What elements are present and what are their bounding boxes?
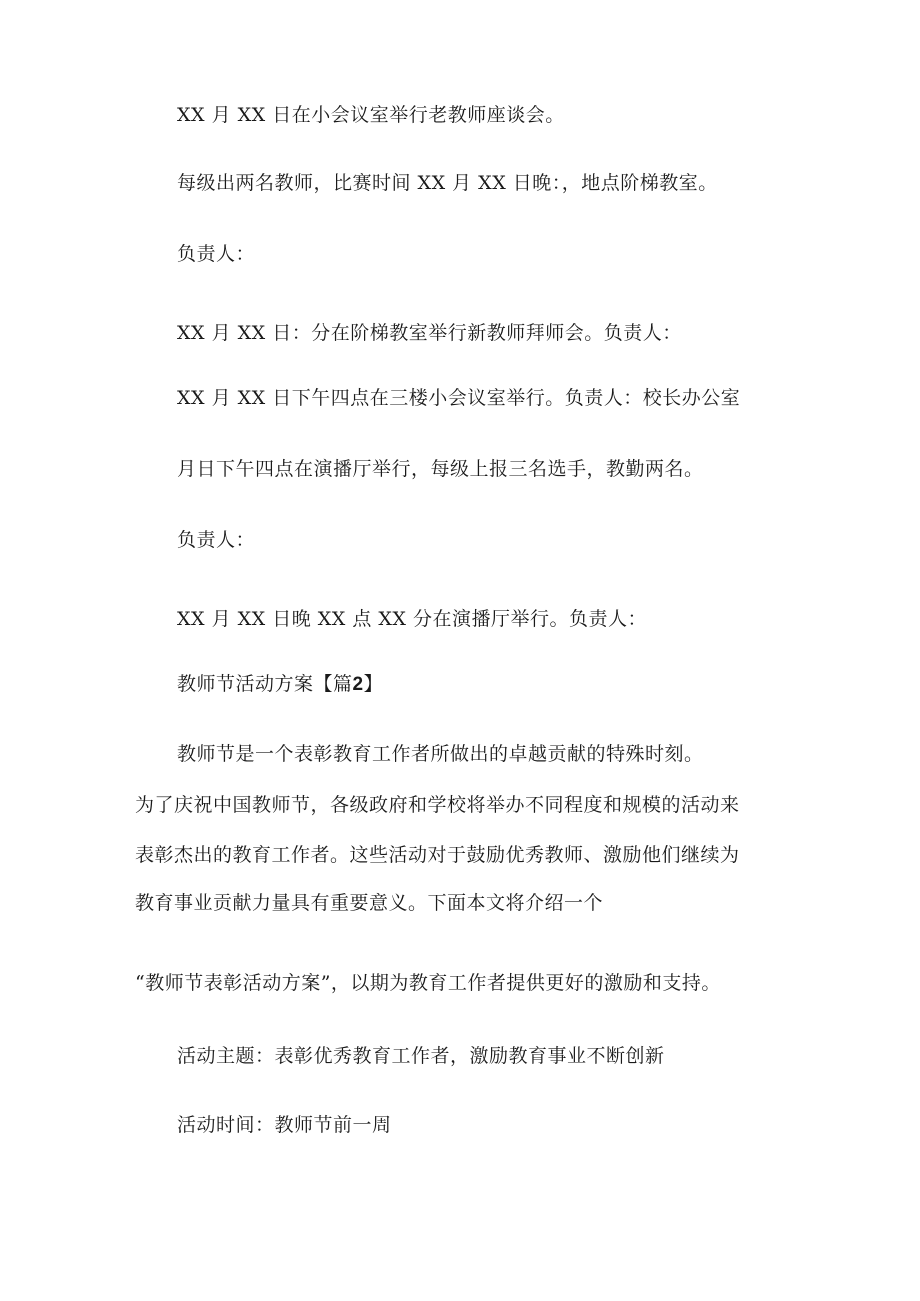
paragraph-responsible-2: 负责人： <box>177 529 256 551</box>
paragraph-old-teacher-forum: XX 月 XX 日在小会议室举行老教师座谈会。 <box>177 104 565 126</box>
intro-line-2: 为了庆祝中国教师节，各级政府和学校将举办不同程度和规模的活动来 <box>135 794 740 816</box>
intro-line-4: 教育事业贡献力量具有重要意义。下面本文将介绍一个 <box>135 892 604 914</box>
section-heading <box>177 671 383 698</box>
intro-line-3: 表彰杰出的教育工作者。这些活动对于鼓励优秀教师、激励他们继续为 <box>135 844 740 866</box>
intro-line-5: “教师节表彰活动方案”，以期为教育工作者提供更好的激励和支持。 <box>135 972 721 994</box>
section-heading-close: 】 <box>363 673 384 695</box>
paragraph-responsible-1: 负责人： <box>177 243 256 265</box>
paragraph-competition-time: 每级出两名教师，比赛时间 XX 月 XX 日晚：，地点阶梯教室。 <box>177 172 718 194</box>
section-heading-text: 教师节活动方案【篇 <box>177 673 353 695</box>
intro-line-1: 教师节是一个表彰教育工作者所做出的卓越贡献的特殊时刻。 <box>177 743 704 765</box>
activity-theme: 活动主题：表彰优秀教育工作者，激励教育事业不断创新 <box>177 1045 665 1067</box>
paragraph-studio-contest: 月日下午四点在演播厅举行，每级上报三名选手，教勤两名。 <box>177 458 704 480</box>
paragraph-meeting-room: XX 月 XX 日下午四点在三楼小会议室举行。负责人：校长办公室 <box>177 387 741 409</box>
activity-time: 活动时间：教师节前一周 <box>177 1114 392 1136</box>
section-heading-number: 2 <box>352 674 364 695</box>
paragraph-mentor-ceremony: XX 月 XX 日：分在阶梯教室举行新教师拜师会。负责人： <box>177 322 682 344</box>
paragraph-evening-event: XX 月 XX 日晚 XX 点 XX 分在演播厅举行。负责人： <box>177 608 647 630</box>
